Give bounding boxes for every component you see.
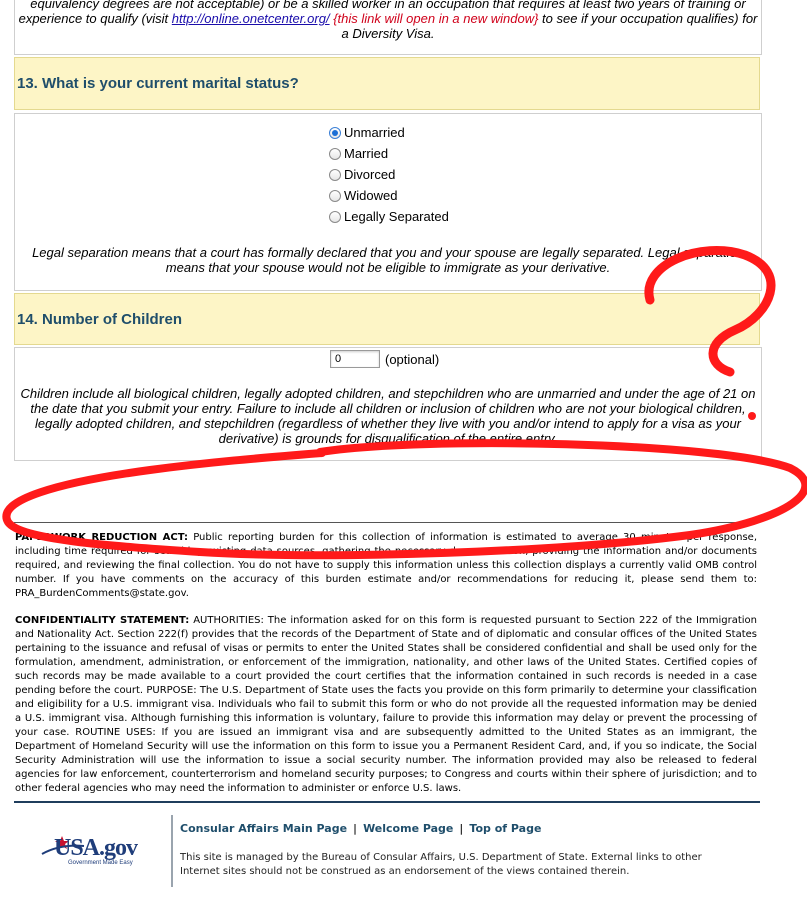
q13-title: 13. What is your current marital status? — [17, 75, 299, 92]
new-window-note: {this link will open in a new window} — [333, 11, 539, 26]
footer-vertical-divider — [171, 815, 173, 887]
children-count-input[interactable] — [330, 350, 380, 368]
paperwork-heading: PAPERWORK REDUCTION ACT: — [15, 532, 189, 543]
confidentiality-text: AUTHORITIES: The information asked for on this form is requested pursuant to Section 222 of the Immigration and Nationality Act. Section 222(f) provides that the records of the Department of State and of diplomatic and consular offices of the United States pertaining to the issuance and refusal of visas or permits to enter the United States shall be considered confidential and shall be used only for the formulation, amendment, administration, or enforcement of the immigration, nationality, and other laws of the United States. Certified copies of such records may be made available to a court provided the court certifies that the information contained in such records is needed in a case pending before the court. PURPOSE: The U.S. Department of State uses the facts you provide on this form primarily to determine your classification and eligibility for a U.S. immigrant visa. Individuals who fail to submit this form or who do not provide all the requested information may be denied a U.S. immigrant visa. Although furnishing this information is voluntary, failure to provide this information may delay or prevent the processing of your case. ROUTINE USES: If you are issued an immigrant visa and are subsequently admitted to the United States as an immigrant, the Department of Homeland Security will use the information on this form to issue you a Permanent Resident Card, and, if you so indicate, the Social Security Administration will use the information to issue a social security number. The information provided may also be released to federal agencies for law enforcement, counterterrorism and homeland security purposes; to Congress and courts within their sphere of jurisdiction; and to other federal agencies who may need the information to administer or enforce U.S. laws. — [15, 615, 757, 794]
q14-title: 14. Number of Children — [17, 310, 183, 328]
radio-label: Divorced — [344, 167, 396, 182]
radio-label: Legally Separated — [344, 209, 449, 224]
radio-option-divorced[interactable] — [329, 164, 449, 185]
radio-option-widowed[interactable] — [329, 185, 449, 206]
radio-option-legally-separated[interactable] — [329, 206, 449, 227]
radio-button[interactable] — [329, 211, 341, 223]
radio-option-married[interactable] — [329, 143, 449, 164]
info-text-pre: experience to qualify (visit — [18, 11, 172, 26]
confidentiality-paragraph — [15, 614, 757, 796]
q13-body — [14, 113, 762, 291]
consular-affairs-link[interactable]: Consular Affairs Main Page — [180, 822, 348, 835]
q14-body — [14, 347, 762, 461]
link-separator: | — [459, 822, 464, 835]
info-line-2 — [15, 11, 761, 26]
welcome-page-link[interactable]: Welcome Page — [363, 822, 454, 835]
usagov-logo-text: USA.gov — [54, 835, 138, 861]
radio-button[interactable] — [329, 148, 341, 160]
footer-links — [180, 822, 541, 835]
top-of-page-link[interactable]: Top of Page — [469, 822, 542, 835]
paperwork-text: Public reporting burden for this collection of information is estimated to average 30 minutes per response, including time required for searching existing data sources, gathering the necessary documentation, providing the information and/or documents required, and reviewing the final collection. You do not have to supply this information unless this collection displays a currently valid OMB control number. If you have comments on the accuracy of this burden estimate and/or recommendations for reducing it, please send them to: PRA_BurdenComments@state.gov. — [15, 532, 757, 599]
radio-option-unmarried[interactable] — [329, 122, 449, 143]
radio-button[interactable] — [329, 169, 341, 181]
optional-label: (optional) — [385, 351, 440, 367]
usagov-logo[interactable] — [40, 832, 152, 868]
children-count-row — [330, 350, 439, 368]
footer-divider — [14, 801, 760, 803]
q13-header — [14, 57, 760, 110]
link-separator: | — [353, 822, 358, 835]
footer-note: This site is managed by the Bureau of Consular Affairs, U.S. Department of State. External links to other Internet sites should not be construed as an endorsement of the views contained therein. — [180, 852, 702, 877]
info-text-post: to see if your occupation qualifies) for — [538, 11, 758, 26]
onetcenter-link[interactable]: http://online.onetcenter.org/ — [171, 11, 330, 26]
radio-label: Widowed — [344, 188, 398, 203]
radio-button[interactable] — [329, 190, 341, 202]
usagov-tagline: Government Made Easy — [68, 860, 133, 866]
legal-separation-note: Legal separation means that a court has formally declared that you and your spouse are legally separated. Legal separation means that your spouse would not be eligible to immigrate as your derivative. — [32, 245, 744, 275]
confidentiality-heading: CONFIDENTIALITY STATEMENT: — [15, 615, 190, 626]
paperwork-reduction-paragraph — [15, 531, 757, 601]
info-line-1: equivalency degrees are not acceptable) or be a skilled worker in an occupation that requires at least two years of training or — [30, 0, 746, 11]
radio-button[interactable] — [329, 127, 341, 139]
children-note: Children include all biological children, legally adopted children, and stepchildren who are unmarried and under the age of 21 on the date that you submit your entry. Failure to include all children or inclusion of children who are not your biological children, legally adopted children, and stepchildren (regardless of whether they live with you and/or intend to apply for a visa as your derivative) is grounds for disqualification of the entire entry. — [20, 386, 756, 446]
q14-header — [14, 293, 760, 345]
radio-label: Unmarried — [344, 125, 405, 140]
radio-label: Married — [344, 146, 389, 161]
diversity-visa-info-section — [14, 0, 762, 55]
info-line-3: a Diversity Visa. — [341, 26, 435, 41]
section-divider — [14, 522, 760, 523]
marital-status-radio-group — [329, 122, 449, 227]
